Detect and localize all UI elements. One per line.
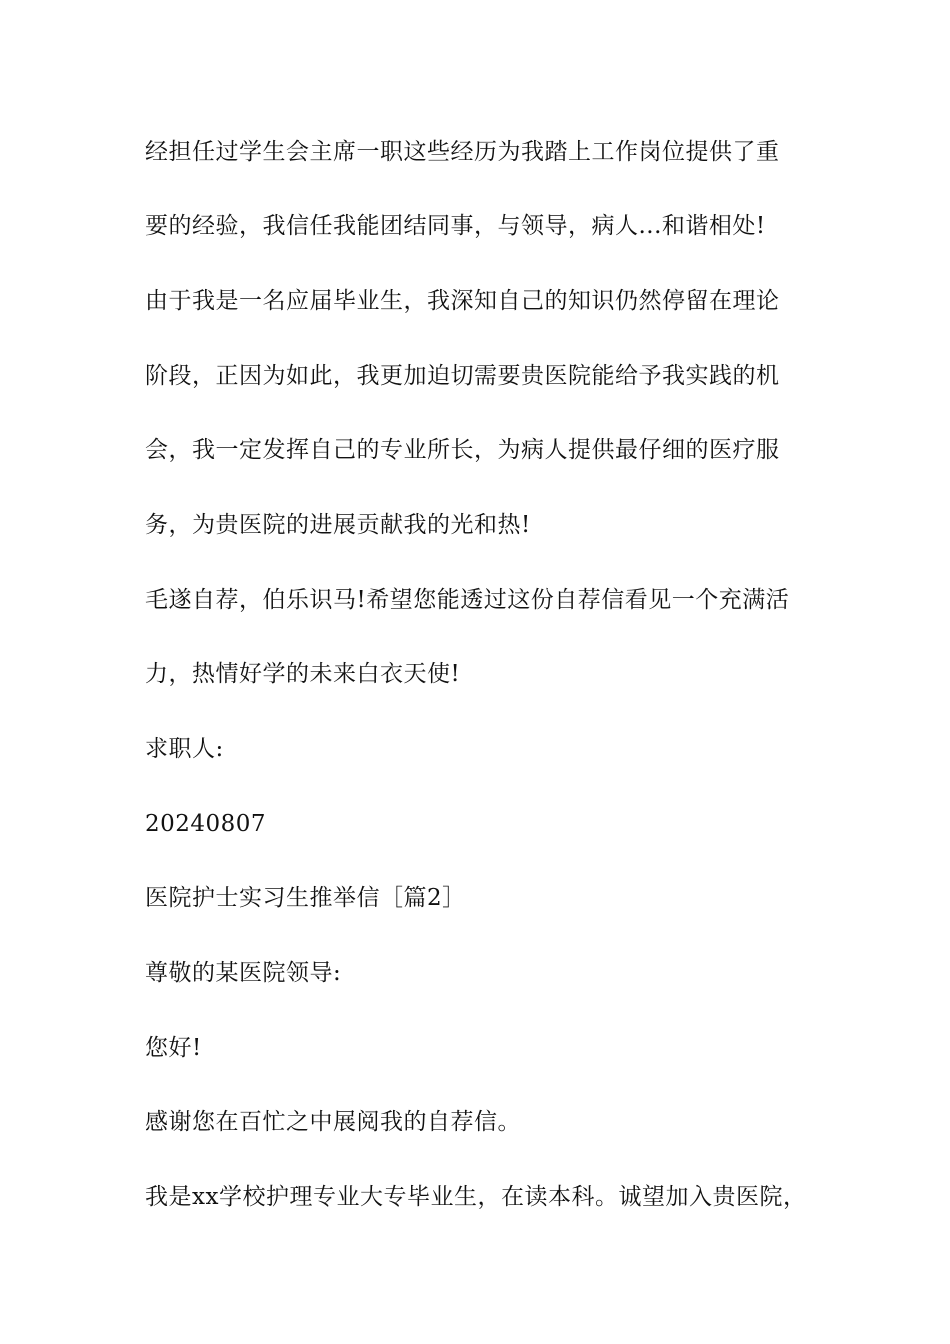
paragraph-line: 由于我是一名应届毕业生，我深知自己的知识仍然停留在理论 <box>145 288 780 314</box>
signature-label: 求职人: <box>145 736 224 762</box>
paragraph-line: 感谢您在百忙之中展阅我的自荐信。 <box>145 1109 521 1135</box>
paragraph-line: 务，为贵医院的进展贡献我的光和热! <box>145 512 531 538</box>
paragraph-line: 会，我一定发挥自己的专业所长，为病人提供最仔细的医疗服 <box>145 437 780 463</box>
paragraph-line: 要的经验，我信任我能团结同事，与领导，病人...和谐相处! <box>145 213 766 239</box>
paragraph-line: 我是xx学校护理专业大专毕业生，在读本科。诚望加入贵医院， <box>145 1184 807 1210</box>
greeting: 您好! <box>145 1035 202 1061</box>
paragraph-line: 毛遂自荐，伯乐识马!希望您能透过这份自荐信看见一个充满活 <box>145 587 790 613</box>
paragraph-line: 力，热情好学的未来白衣天使! <box>145 661 461 687</box>
paragraph-line: 经担任过学生会主席一职这些经历为我踏上工作岗位提供了重 <box>145 139 780 165</box>
paragraph-line: 阶段，正因为如此，我更加迫切需要贵医院能给予我实践的机 <box>145 363 780 389</box>
salutation: 尊敬的某医院领导: <box>145 960 342 986</box>
date-line: 20240807 <box>145 811 267 837</box>
section-title: 医院护士实习生推举信［篇2］ <box>145 885 466 911</box>
